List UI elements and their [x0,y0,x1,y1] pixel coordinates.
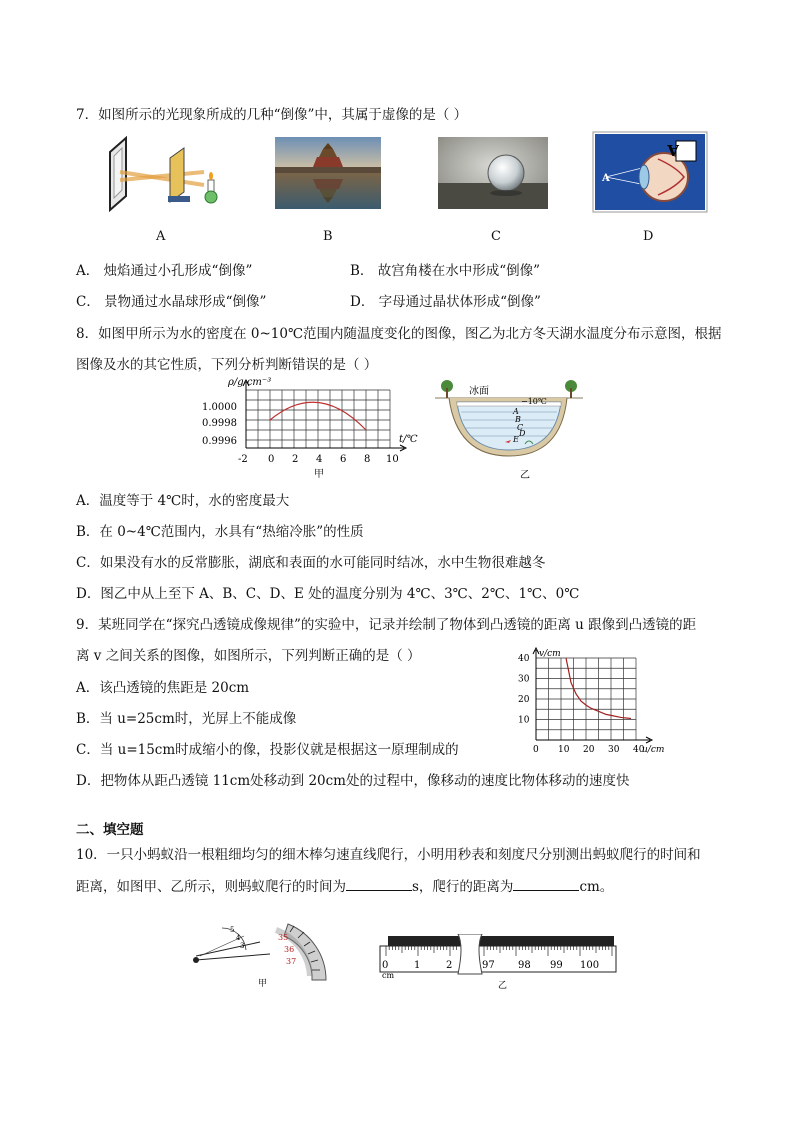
ruler-tick-label: 2 [446,960,453,971]
uv-ytick-label: 30 [518,674,530,685]
q8-chart-xtick: 4 [316,454,323,465]
q10-stopwatch [190,920,340,988]
ruler-tick-label: 1 [414,960,421,971]
q8-lake-ice-label: 冰面 [469,386,489,397]
q7-figure-d-eye [592,131,708,213]
uv-xlabel: u/cm [642,745,665,755]
q8-lake-point: B [515,415,521,424]
q7-option-d: D． 字母通过晶状体形成“倒像” [350,294,541,310]
q8-density-chart [198,376,430,480]
stopwatch-label: 4 [236,934,241,942]
svg-text:A: A [602,173,610,184]
q8-option-d: D．图乙中从上至下 A、B、C、D、E 处的温度分别为 4℃、3℃、2℃、1℃、0℃ [76,586,580,602]
q8-chart-ytick: 0.9998 [202,418,237,429]
q7-option-b: B． 故宫角楼在水中形成“倒像” [350,263,541,279]
q8-lake-point: A [513,407,519,416]
q7-label-d: D [643,229,654,244]
q7-figure-c-crystal-ball [438,137,548,209]
uv-xtick-label: 0 [533,745,539,755]
ruler-tick-label: 100 [580,960,600,971]
uv-ytick-label: 20 [518,695,530,705]
stopwatch-label: 5 [230,926,235,934]
q9-option-a: A．该凸透镜的焦距是 20cm [76,680,250,696]
uv-ytick-label: 40 [518,654,530,664]
q8-lake-point: E [513,435,519,444]
q10-ruler-caption: 乙 [498,981,508,990]
ruler-tick-label: 0 [382,960,389,971]
q9-stem-line1: 9．某班同学在“探究凸透镜成像规律”的实验中，记录并绘制了物体到凸透镜的距离 u 跟像到凸透镜的距 [76,617,697,633]
stopwatch-label: 36 [284,945,295,954]
q8-chart-xtick: 2 [292,454,299,465]
ruler-tick-label: 98 [518,960,531,971]
stopwatch-label: 3 [240,942,245,950]
q9-option-b: B．当 u=25cm时，光屏上不能成像 [76,711,297,727]
q7-stem: 7．如图所示的光现象所成的几种“倒像”中，其属于虚像的是（ ） [76,107,468,123]
q8-chart-ylabel: ρ/g·cm⁻³ [228,377,272,388]
q10-stopwatch-caption: 甲 [258,979,268,988]
q8-chart-ytick: 0.9996 [202,436,237,447]
q8-lake-caption: 乙 [520,470,530,481]
q8-chart-xtick: 6 [340,454,347,465]
q7-label-c: C [491,229,501,244]
q10-distance-blank[interactable] [513,878,579,891]
q10-line2-part3: cm。 [579,879,614,895]
q10-line2-part2: s，爬行的距离为 [412,879,514,895]
q8-stem-line2: 图像及水的其它性质，下列分析判断错误的是（ ） [76,357,378,373]
q10-ruler [378,934,618,990]
q9-uv-chart [516,646,668,756]
uv-xtick-label: 30 [608,745,620,755]
q9-stem-line2: 离 v 之间关系的图像，如图所示，下列判断正确的是（ ） [76,648,421,664]
q7-figure-a-pinhole [104,130,222,212]
ruler-tick-label: 97 [482,960,495,971]
stopwatch-label: 35 [278,933,289,942]
q8-lake-point: C [517,423,524,432]
q7-label-b: B [323,229,333,244]
ruler-unit: cm [382,971,395,980]
stopwatch-label: 37 [286,957,297,966]
q10-line2 [76,875,613,895]
uv-xtick-label: 40 [633,745,645,755]
q8-option-b: B．在 0~4℃范围内，水具有“热缩冷胀”的性质 [76,524,364,540]
section-2-title: 二、填空题 [76,822,144,838]
q9-option-c: C．当 u=15cm时成缩小的像，投影仪就是根据这一原理制成的 [76,742,459,758]
q7-option-c: C． 景物通过水晶球形成“倒像” [76,294,267,310]
uv-xtick-label: 10 [558,745,570,755]
ruler-tick-label: 99 [550,960,563,971]
q9-option-d: D．把物体从距凸透镜 11cm处移动到 20cm处的过程中，像移动的速度比物体移动的速度快 [76,773,630,789]
q10-line2-part1: 距离，如图甲、乙所示，则蚂蚁爬行的时间为 [76,879,346,895]
q8-chart-xtick: 10 [386,454,399,465]
q8-chart-xtick: 8 [364,454,371,465]
q8-chart-caption: 甲 [314,469,324,480]
uv-xtick-label: 20 [583,745,595,755]
q7-figure-b-tower-reflection [275,137,381,209]
q8-lake-point: D [519,429,526,438]
q10-time-blank[interactable] [346,878,412,891]
q8-lake-diagram [433,380,585,482]
q8-option-c: C．如果没有水的反常膨胀，湖底和表面的水可能同时结冰，水中生物很难越冬 [76,555,546,571]
q8-option-a: A．温度等于 4℃时，水的密度最大 [76,493,290,509]
q8-chart-ytick: 1.0000 [202,402,237,413]
q8-chart-xtick: 0 [268,454,275,465]
q10-line1: 10．一只小蚂蚁沿一根粗细均匀的细木棒匀速直线爬行，小明用秒表和刻度尺分别测出蚂蚁爬行的时间和 [76,847,701,863]
q8-chart-xtick: -2 [238,454,248,465]
q8-lake-temp-label: −10℃ [521,397,547,406]
uv-ylabel: v/cm [539,649,561,659]
uv-ytick-label: 10 [518,715,530,726]
q7-label-a: A [156,229,166,244]
q8-stem-line1: 8．如图甲所示为水的密度在 0~10℃范围内随温度变化的图像，图乙为北方冬天湖水温度分布示意图，根据 [76,326,722,342]
q7-option-a: A． 烛焰通过小孔形成“倒像” [76,263,253,279]
svg-text:A: A [667,141,679,159]
q8-chart-xlabel: t/℃ [399,434,418,445]
uv-axes [533,648,652,743]
